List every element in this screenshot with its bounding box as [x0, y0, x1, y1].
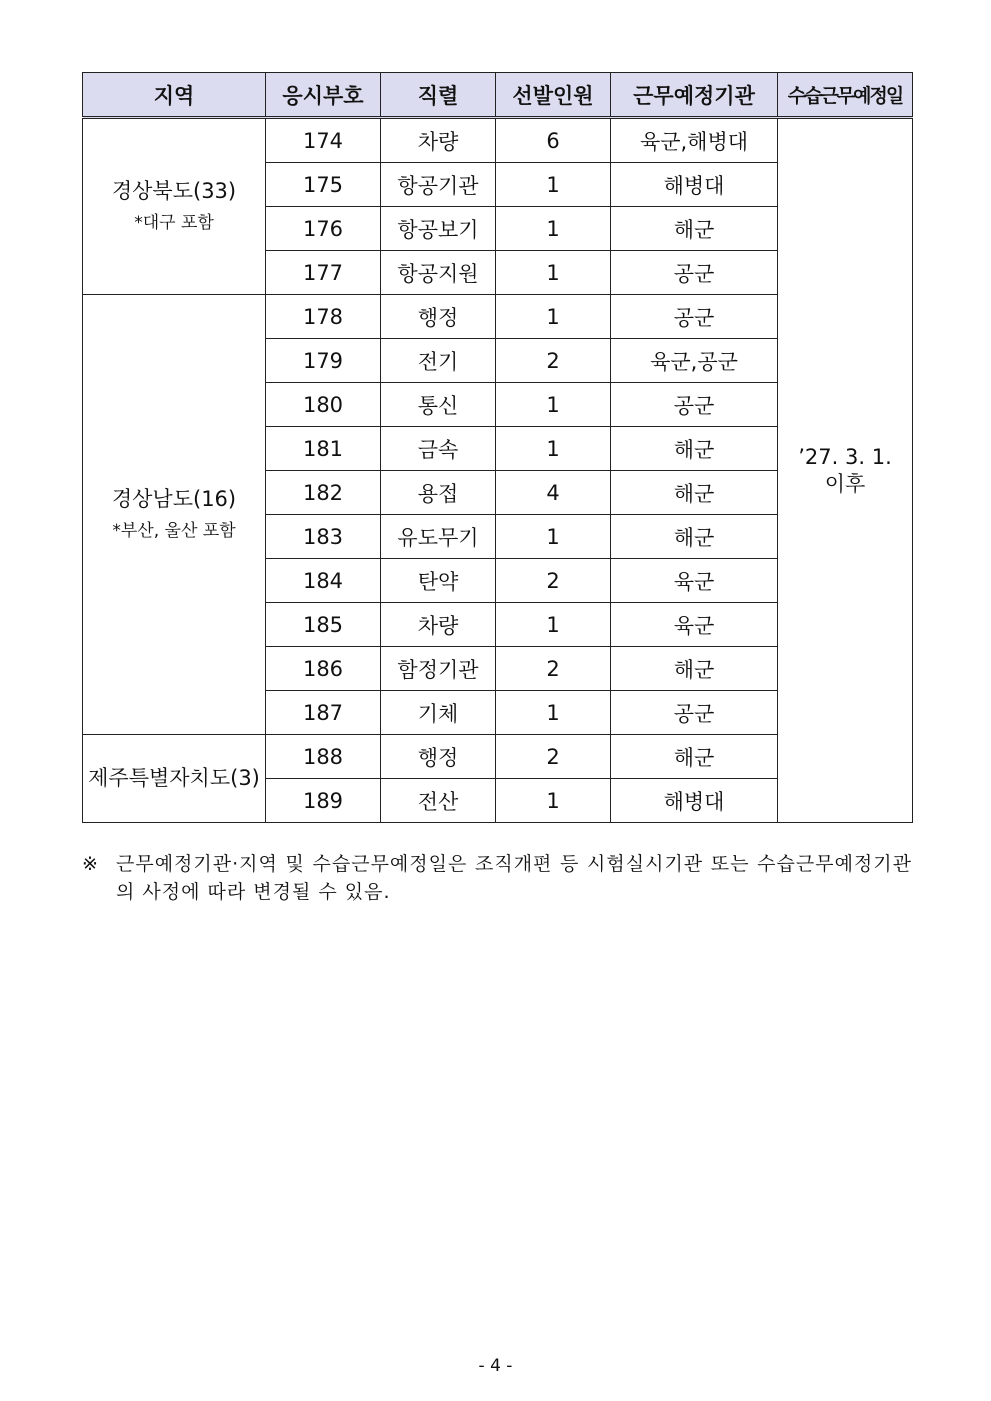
code-cell: 178	[266, 295, 381, 339]
series-cell: 행정	[381, 295, 496, 339]
series-cell: 탄약	[381, 559, 496, 603]
agency-cell: 공군	[611, 295, 778, 339]
agency-cell: 해군	[611, 647, 778, 691]
page-number: - 4 -	[478, 1356, 513, 1376]
count-cell: 1	[496, 603, 611, 647]
agency-cell: 공군	[611, 251, 778, 295]
agency-cell: 해병대	[611, 779, 778, 823]
count-cell: 2	[496, 735, 611, 779]
region-cell	[83, 118, 266, 295]
agency-cell: 해군	[611, 427, 778, 471]
count-cell: 6	[496, 118, 611, 163]
agency-cell: 육군	[611, 603, 778, 647]
series-cell: 금속	[381, 427, 496, 471]
count-cell: 1	[496, 691, 611, 735]
agency-cell: 육군,공군	[611, 339, 778, 383]
series-cell: 차량	[381, 118, 496, 163]
code-cell: 183	[266, 515, 381, 559]
count-cell: 4	[496, 471, 611, 515]
count-cell: 1	[496, 427, 611, 471]
agency-cell: 공군	[611, 383, 778, 427]
region-name: 제주특별자치도(3)	[88, 765, 260, 790]
series-cell: 유도무기	[381, 515, 496, 559]
footnote-text: 근무예정기관·지역 및 수습근무예정일은 조직개편 등 시험실시기관 또는 수습근무예정기관의 사정에 따라 변경될 수 있음.	[116, 853, 912, 903]
header-agency: 근무예정기관	[611, 73, 778, 118]
code-cell: 186	[266, 647, 381, 691]
count-cell: 1	[496, 779, 611, 823]
series-cell: 전산	[381, 779, 496, 823]
count-cell: 1	[496, 295, 611, 339]
start-date-value: ’27. 3. 1.	[798, 445, 892, 470]
footnote	[82, 850, 912, 906]
series-cell: 차량	[381, 603, 496, 647]
series-cell: 항공보기	[381, 207, 496, 251]
series-cell: 항공기관	[381, 163, 496, 207]
series-cell: 용접	[381, 471, 496, 515]
region-name: 경상남도(16)	[111, 486, 237, 511]
reference-mark-icon: ※	[82, 853, 98, 875]
code-cell: 181	[266, 427, 381, 471]
count-cell: 2	[496, 647, 611, 691]
agency-cell: 해군	[611, 471, 778, 515]
header-region: 지역	[83, 73, 266, 118]
agency-cell: 해병대	[611, 163, 778, 207]
count-cell: 2	[496, 559, 611, 603]
count-cell: 1	[496, 163, 611, 207]
code-cell: 187	[266, 691, 381, 735]
header-code: 응시부호	[266, 73, 381, 118]
series-cell: 전기	[381, 339, 496, 383]
series-cell: 항공지원	[381, 251, 496, 295]
code-cell: 184	[266, 559, 381, 603]
header-count: 선발인원	[496, 73, 611, 118]
code-cell: 188	[266, 735, 381, 779]
region-note: *부산, 울산 포함	[112, 521, 236, 542]
code-cell: 176	[266, 207, 381, 251]
code-cell: 189	[266, 779, 381, 823]
code-cell: 180	[266, 383, 381, 427]
count-cell: 2	[496, 339, 611, 383]
count-cell: 1	[496, 251, 611, 295]
agency-cell: 육군	[611, 559, 778, 603]
code-cell: 182	[266, 471, 381, 515]
code-cell: 179	[266, 339, 381, 383]
table-header-row	[83, 73, 913, 118]
series-cell: 행정	[381, 735, 496, 779]
agency-cell: 육군,해병대	[611, 118, 778, 163]
code-cell: 185	[266, 603, 381, 647]
agency-cell: 해군	[611, 515, 778, 559]
agency-cell: 공군	[611, 691, 778, 735]
count-cell: 1	[496, 383, 611, 427]
count-cell: 1	[496, 207, 611, 251]
table-row	[83, 118, 913, 163]
start-date-suffix: 이후	[824, 471, 866, 496]
region-cell	[83, 295, 266, 735]
series-cell: 기체	[381, 691, 496, 735]
code-cell: 174	[266, 118, 381, 163]
series-cell: 함정기관	[381, 647, 496, 691]
count-cell: 1	[496, 515, 611, 559]
recruitment-table	[82, 72, 913, 823]
region-name: 경상북도(33)	[111, 178, 237, 203]
series-cell: 통신	[381, 383, 496, 427]
region-cell	[83, 735, 266, 823]
region-note: *대구 포함	[134, 213, 214, 234]
start-date-cell	[778, 118, 913, 823]
agency-cell: 해군	[611, 207, 778, 251]
header-series: 직렬	[381, 73, 496, 118]
header-start-date: 수습근무예정일	[778, 73, 913, 118]
agency-cell: 해군	[611, 735, 778, 779]
code-cell: 175	[266, 163, 381, 207]
code-cell: 177	[266, 251, 381, 295]
